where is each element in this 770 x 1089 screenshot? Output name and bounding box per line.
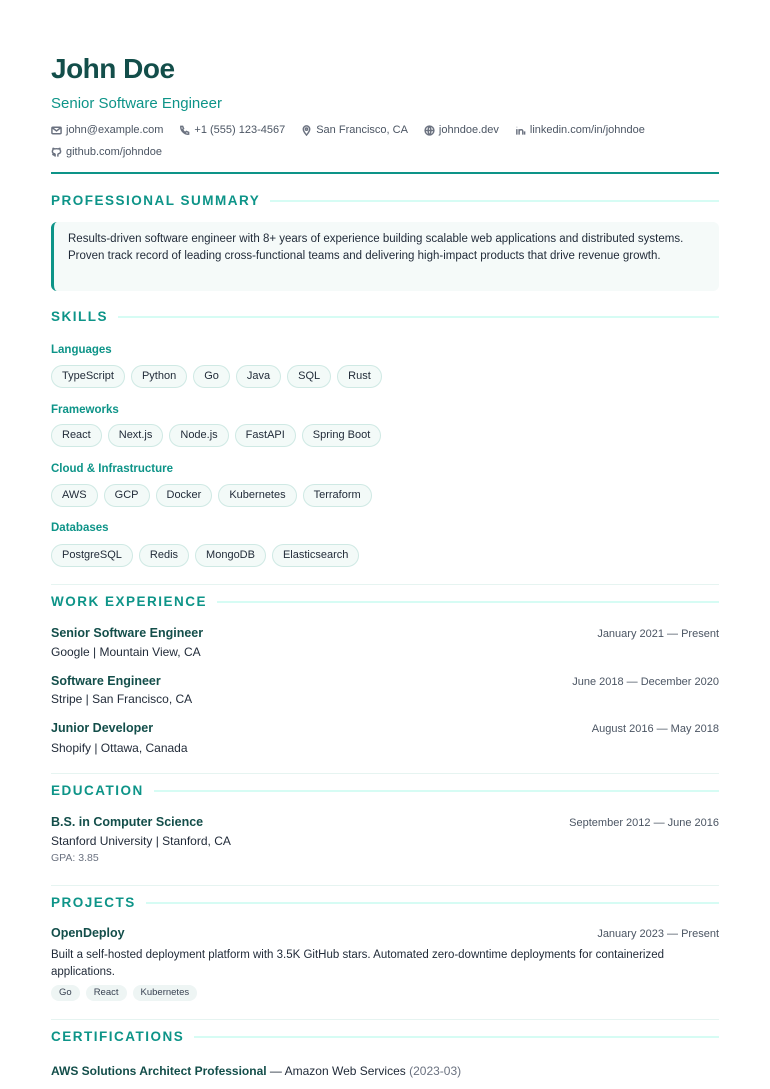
- contact-location-text: San Francisco, CA: [316, 124, 408, 136]
- contact-website[interactable]: [424, 122, 499, 138]
- tech-tag: React: [86, 985, 127, 1001]
- contact-github-text: github.com/johndoe: [66, 146, 163, 158]
- contact-website-text: johndoe.dev: [438, 124, 499, 136]
- phone-icon: [179, 125, 190, 136]
- skill-chip: AWS: [51, 484, 98, 507]
- skill-chip: Rust: [337, 365, 382, 388]
- section-title: CERTIFICATIONS: [51, 1029, 185, 1044]
- section-rule: [270, 200, 719, 202]
- job-title: Senior Software Engineer: [51, 626, 204, 640]
- section-education-heading: [51, 783, 719, 798]
- job-company: Stripe | San Francisco, CA: [51, 692, 193, 706]
- skill-chip: MongoDB: [195, 544, 266, 567]
- skill-category-languages: Languages: [51, 344, 112, 356]
- section-rule: [154, 790, 719, 792]
- summary-text: Results-driven software engineer with 8+ years of experience building scalable web applications and distributed systems. Proven track record of leading cross-functional teams and delivering high-impact products that drive revenue growth.: [51, 222, 719, 291]
- skill-chip: Next.js: [108, 424, 164, 447]
- section-certifications-heading: [51, 1029, 719, 1044]
- contact-linkedin-text: linkedin.com/in/johndoe: [529, 124, 645, 136]
- section-experience-heading: [51, 594, 719, 609]
- linkedin-icon: [515, 125, 526, 136]
- skill-chip: FastAPI: [235, 424, 296, 447]
- mail-icon: [51, 125, 62, 136]
- map-pin-icon: [301, 125, 312, 136]
- job-dates: January 2021 — Present: [597, 628, 719, 640]
- project-dates: January 2023 — Present: [597, 928, 719, 940]
- job-title: Software Engineer: [51, 674, 161, 688]
- skill-chip: Node.js: [169, 424, 228, 447]
- skill-chip: GCP: [104, 484, 150, 507]
- contact-github[interactable]: [51, 144, 162, 160]
- section-rule: [146, 902, 719, 904]
- job-title: Junior Developer: [51, 721, 154, 735]
- skill-category-frameworks: Frameworks: [51, 404, 119, 416]
- section-rule: [118, 316, 719, 318]
- job-company: Shopify | Ottawa, Canada: [51, 741, 188, 755]
- skill-chips-languages: [51, 365, 382, 388]
- degree-title: B.S. in Computer Science: [51, 815, 204, 829]
- section-summary-heading: [51, 193, 719, 208]
- certification-name: AWS Solutions Architect Professional: [51, 1064, 267, 1078]
- project-tags: [51, 985, 197, 1001]
- section-title: PROJECTS: [51, 895, 136, 910]
- section-skills-heading: [51, 309, 719, 324]
- skill-chip: Spring Boot: [302, 424, 381, 447]
- skill-chip: Go: [193, 365, 230, 388]
- section-divider: [51, 885, 719, 886]
- skill-chip: Docker: [156, 484, 213, 507]
- section-divider: [51, 584, 719, 585]
- skill-chip: SQL: [287, 365, 331, 388]
- certification-item: [51, 1064, 461, 1078]
- skill-chip: PostgreSQL: [51, 544, 133, 567]
- project-description: Built a self-hosted deployment platform with 3.5K GitHub stars. Automated zero-downtime deployments for containerized applications.: [51, 949, 664, 978]
- job-dates: June 2018 — December 2020: [572, 676, 719, 688]
- job-company: Google | Mountain View, CA: [51, 645, 201, 659]
- skill-chip: TypeScript: [51, 365, 125, 388]
- skill-chip: Kubernetes: [218, 484, 296, 507]
- contact-email-text: john@example.com: [66, 124, 164, 136]
- section-title: EDUCATION: [51, 783, 144, 798]
- section-rule: [217, 601, 719, 603]
- tech-tag: Kubernetes: [133, 985, 198, 1001]
- certification-issuer: — Amazon Web Services: [266, 1064, 410, 1078]
- job-dates: August 2016 — May 2018: [591, 723, 719, 735]
- project-title: OpenDeploy: [51, 926, 125, 940]
- skill-chips-databases: [51, 544, 359, 567]
- skill-chip: Redis: [139, 544, 189, 567]
- skill-chip: Python: [131, 365, 187, 388]
- skill-category-cloud: Cloud & Infrastructure: [51, 463, 174, 475]
- gpa-text: GPA: 3.85: [51, 852, 99, 864]
- education-dates: September 2012 — June 2016: [569, 817, 719, 829]
- candidate-name: John Doe: [51, 53, 175, 84]
- section-title: SKILLS: [51, 309, 109, 324]
- contact-email[interactable]: [51, 122, 163, 138]
- section-divider: [51, 1019, 719, 1020]
- skill-chip: Java: [236, 365, 281, 388]
- tech-tag: Go: [51, 985, 80, 1001]
- section-title: PROFESSIONAL SUMMARY: [51, 193, 261, 208]
- skill-chip: Terraform: [303, 484, 372, 507]
- contact-bar: [51, 122, 719, 160]
- globe-icon: [424, 125, 435, 136]
- skill-chips-cloud: [51, 484, 372, 507]
- candidate-title: Senior Software Engineer: [51, 95, 222, 112]
- contact-phone[interactable]: [179, 122, 285, 138]
- section-title: WORK EXPERIENCE: [51, 594, 208, 609]
- skill-chip: Elasticsearch: [272, 544, 359, 567]
- section-rule: [194, 1036, 719, 1038]
- contact-location: [301, 122, 408, 138]
- skill-chips-frameworks: [51, 424, 381, 447]
- certification-date: (2023-03): [409, 1064, 462, 1078]
- section-projects-heading: [51, 895, 719, 910]
- header-divider: [51, 172, 719, 174]
- contact-phone-text: +1 (555) 123-4567: [194, 124, 286, 136]
- school-name: Stanford University | Stanford, CA: [51, 834, 231, 848]
- section-divider: [51, 773, 719, 774]
- skill-chip: React: [51, 424, 102, 447]
- github-icon: [51, 147, 62, 158]
- skill-category-databases: Databases: [51, 522, 109, 534]
- contact-linkedin[interactable]: [515, 122, 645, 138]
